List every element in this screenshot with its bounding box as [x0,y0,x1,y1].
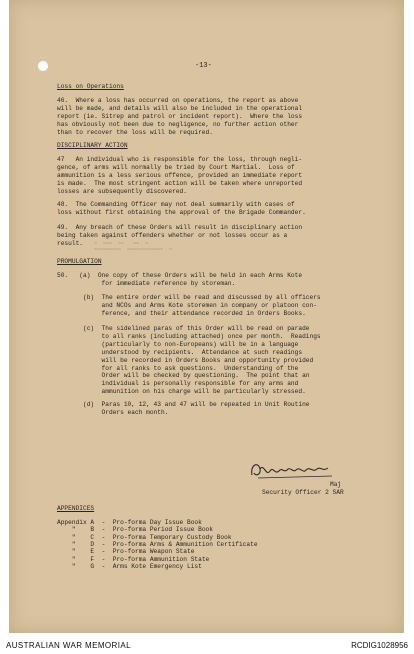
appendix-prefix: Appendix [57,519,87,526]
text-line: will be made, and details will also be included in the operational [57,104,303,112]
text-line: (c) The sidelined paras of this Order will be read on parade [57,325,310,332]
handwritten-signature [248,455,338,483]
promulgation-heading: PROMULGATION [57,258,102,265]
text-line: result. [57,239,83,247]
appendix-prefix: " [57,555,87,563]
text-line: for immediate reference by storeman. [57,279,236,287]
appendices-heading: APPENDICES [57,505,95,512]
text-line: Order will be checked by questioning. The point that an [57,372,310,380]
text-line: 49. Any breach of these Orders will result in disciplinary action [57,224,303,231]
text-line: (particularly to non-Europeans) will be in a language [57,340,299,348]
appendix-prefix: " [57,540,87,548]
text-line: individual is personally responsible for any arms and [57,380,299,388]
text-line: gence, of arms will normally be tried by Court Martial. Loss of [57,163,295,171]
appendix-letter: G - [86,562,113,570]
para-46 [57,97,302,137]
appendix-letter: F - [86,555,113,563]
appendix-item [57,563,202,571]
para-47 [57,156,302,196]
appendix-prefix: " [57,526,87,534]
appendix-letter: E - [86,548,113,556]
punch-hole [38,61,48,71]
text-line: than to recover the loss will be required. [57,128,213,136]
text-line: is made. The most stringent action will be taken where unreported [57,179,303,187]
appendix-letter: A - [86,519,113,526]
faint-bleed-through: ~ ~~~ ~~ ~~ ~ ~~~~~~~~~ ~~~~~~~~~~~~ ~ [94,241,173,253]
text-line: has obviously not been due to negligence, no further action other [57,120,299,128]
loss-heading: Loss on Operations [57,83,124,90]
text-line: ference, and their attendance recorded in Orders Books. [57,309,306,317]
appendix-letter: D - [86,540,113,548]
signature-title: Security Officer 2 SAR [262,489,344,496]
appendix-text: Arms Kote Emergency List [112,562,202,570]
text-line: 47 An individual who is responsible for the loss, through negli- [57,156,303,163]
appendix-prefix: " [57,562,87,570]
text-line: understood by recipients. Attendance at such readings [57,348,303,356]
text-line: report (ie. Sitrep and patrol or incident report). Where the loss [57,112,303,120]
text-line: 48. The Commanding Officer may not deal summarily with cases of [57,201,295,208]
text-line: being taken against offenders whether or not losses occur as a [57,231,288,239]
appendix-text: Pro-forma Weapon State [112,548,195,556]
text-line: 50. (a) One copy of these Orders will be held in each Arms Kote [57,272,303,279]
text-line: ammunition on his charge will be particularly stressed. [57,388,306,396]
para-50a [57,272,302,288]
appendix-text: Pro-forma Temporary Custody Book [112,533,232,541]
text-line: (b) The entire order will be read and discussed by all officers [57,294,321,301]
para-50d [57,401,310,417]
text-line: for all ranks to ask questions. Understanding of the [57,364,299,372]
appendix-prefix: " [57,533,87,541]
para-50b [57,294,321,318]
appendix-text: Pro-forma Day Issue Book [112,519,202,526]
para-48 [57,201,306,217]
appendix-text: Pro-forma Period Issue Book [112,526,213,534]
text-line: ammunition is a less serious offence, provided an immediate report [57,171,303,179]
text-line: loss without first obtaining the approval of the Brigade Commander. [57,208,306,216]
disciplinary-heading: DISCIPLINARY ACTION [57,142,128,149]
footer-right-id: RCDIG1028956 [351,641,408,650]
text-line: to all ranks (including attached) once per month. Readings [57,332,321,340]
text-line: Orders each month. [57,408,169,416]
appendix-prefix: " [57,548,87,556]
page-number: -13- [195,62,212,70]
signature-rank: Maj [330,481,342,488]
text-line: losses are subsequently discovered. [57,187,187,195]
footer-left-label: AUSTRALIAN WAR MEMORIAL [6,641,131,650]
text-line: will be recorded in Orders Books and opportunity provided [57,356,314,364]
appendix-text: Pro-forma Ammunition State [112,555,210,563]
appendix-text: Pro-forma Arms & Ammunition Certificate [112,540,258,548]
appendix-letter: C - [86,533,113,541]
para-50c [57,325,321,396]
appendix-letter: B - [86,526,113,534]
text-line: (d) Paras 10, 12, 43 and 47 will be repeated in Unit Routine [57,401,310,408]
text-line: 46. Where a loss has occurred on operations, the report as above [57,97,299,104]
text-line: and NCOs and Arms Kote storemen in company or platoon con- [57,301,317,309]
